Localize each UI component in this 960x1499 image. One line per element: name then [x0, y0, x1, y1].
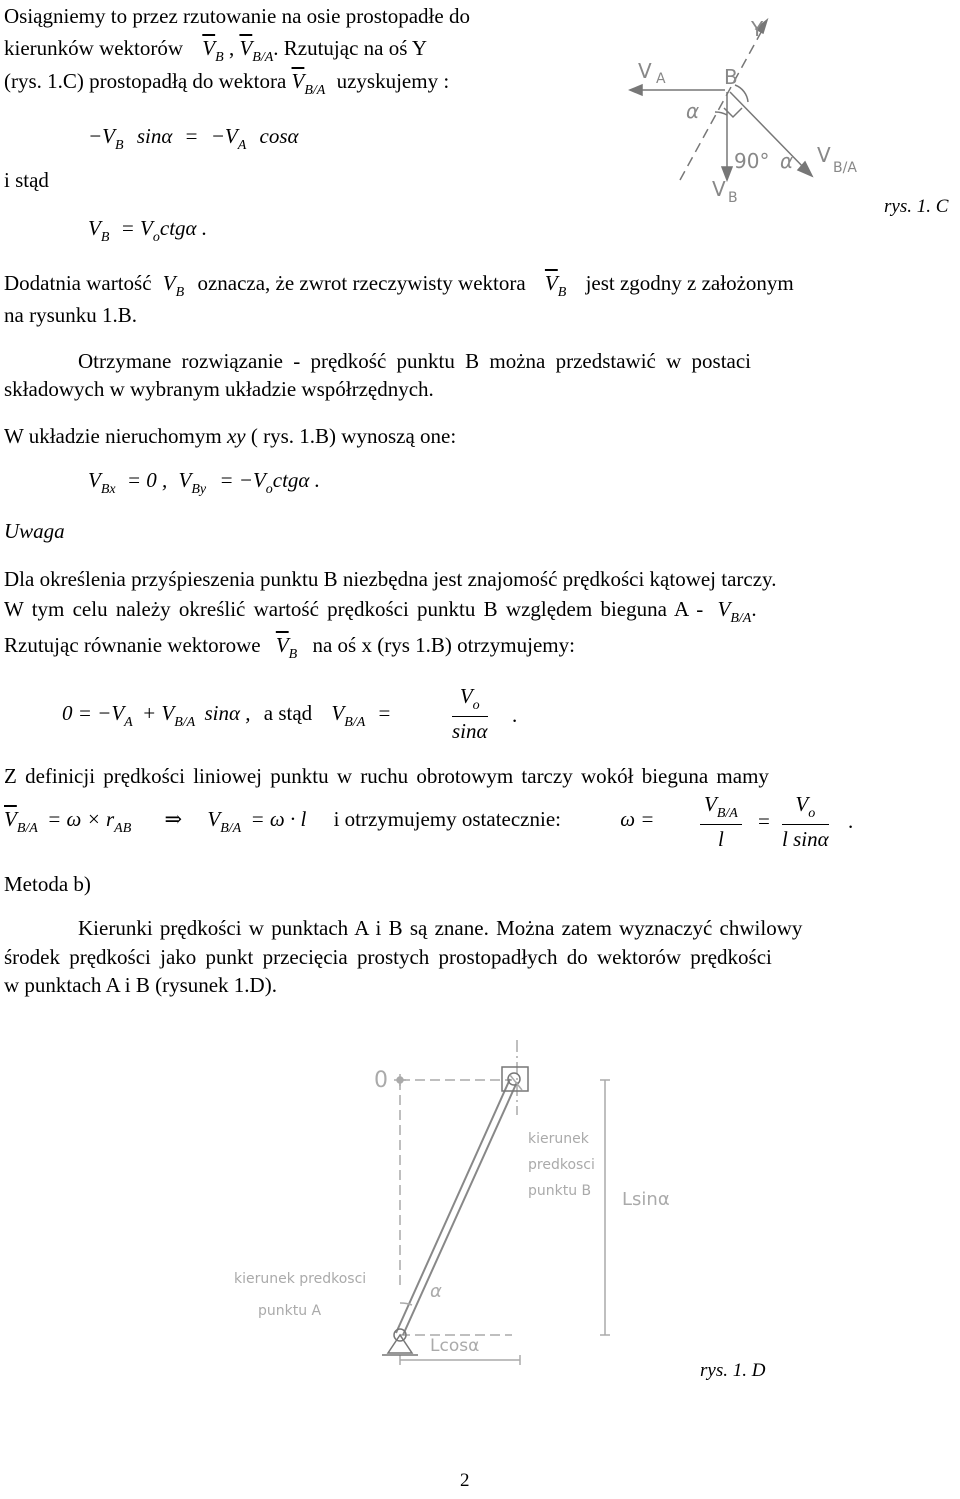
svg-text:V: V: [817, 143, 831, 167]
metoda-b-heading: Metoda b): [4, 872, 91, 896]
equation-4: $0 = -V_A + V_{B/A}$ sinα , a stąd $V_{B/A}$ =: [62, 701, 391, 730]
para1-line3: (rys. 1.C) prostopadłą do wektora $\overline{V}_{B/A}$ uzyskujemy :: [4, 69, 450, 98]
svg-text:B: B: [724, 65, 738, 89]
svg-text:A: A: [656, 71, 666, 87]
fig1c-va-label: V: [638, 59, 652, 83]
para2-line2: na rysunku 1.B.: [4, 303, 137, 327]
equation-2: $V_B = V_octg\alpha$ .: [88, 216, 208, 245]
fraction-vba-over-l: $\frac{V_{B/A}}{l}$: [700, 792, 742, 852]
equation-5-end: .: [848, 809, 854, 833]
svg-text:B/A: B/A: [833, 160, 857, 176]
para2-line1: Dodatnia wartość $V_B$ oznacza, że zwrot rzeczywisty wektora $\overline{V}_B$ jest zgodny z założonym: [4, 271, 794, 300]
i-stad-text: i stąd: [4, 168, 49, 192]
para3-line1: Otrzymane rozwiązanie - prędkość punktu B można przedstawić w postaci: [78, 349, 752, 373]
svg-text:α: α: [780, 149, 794, 173]
svg-text:α: α: [430, 1281, 442, 1302]
para5-line1: Dla określenia przyśpieszenia punktu B niezbędna jest znajomość prędkości kątowej tarczy.: [4, 567, 777, 591]
svg-text:Y: Y: [751, 17, 764, 41]
uwaga-heading: Uwaga: [4, 519, 65, 543]
svg-text:V: V: [712, 177, 726, 201]
figure-rys1d: [230, 1035, 690, 1375]
para5-line3: Rzutując równanie wektorowe $\overline{V}_B$ na oś x (rys 1.B) otrzymujemy:: [4, 633, 575, 662]
svg-text:predkosci: predkosci: [528, 1157, 595, 1173]
equation-1: $-V_B$ $\sin\alpha = -V_A$ cosα: [88, 124, 299, 153]
equation-5-eq: =: [758, 809, 770, 833]
svg-text:Lsinα: Lsinα: [622, 1189, 670, 1210]
equation-5: $\overline{V}_{B/A} = \omega \times r_{AB}$ ⇒ $V_{B/A} = \omega \cdot l$ i otrzymujemy ostatecznie: ω =: [4, 807, 655, 836]
para4-line: W układzie nieruchomym xy ( rys. 1.B) wynoszą one:: [4, 424, 457, 448]
svg-text:kierunek predkosci: kierunek predkosci: [234, 1271, 367, 1287]
para5-line2: W tym celu należy określić wartość prędkości punktu B względem bieguna A - $V_{B/A}$.: [4, 597, 757, 626]
caption-rys1c: rys. 1. C: [884, 196, 949, 217]
svg-text:α: α: [686, 99, 700, 123]
svg-text:Lcosα: Lcosα: [430, 1336, 480, 1356]
para7-line3: w punktach A i B (rysunek 1.D).: [4, 973, 277, 997]
equation-4-end: .: [512, 703, 518, 727]
figure-rys1c: [620, 0, 950, 215]
svg-text:90°: 90°: [734, 149, 770, 173]
svg-text:punktu B: punktu B: [528, 1183, 592, 1199]
fraction-vo-over-sin: $\frac{V_o}{\sin\alpha}$: [452, 684, 488, 743]
caption-rys1d: rys. 1. D: [700, 1360, 766, 1381]
equation-3: $V_{Bx} = 0$ , $V_{By} = -V_octg\alpha$ .: [88, 468, 320, 497]
para7-line2: środek prędkości jako punkt przecięcia prostych prostopadłych do wektorów prędkości: [4, 945, 772, 969]
para6-line: Z definicji prędkości liniowej punktu w ruchu obrotowym tarczy wokół bieguna mamy: [4, 764, 769, 788]
para7-line1: Kierunki prędkości w punktach A i B są znane. Można zatem wyznaczyć chwilowy: [78, 916, 803, 940]
page-number: 2: [460, 1470, 470, 1491]
para1-line2: kierunków wektorów $\overline{V}_B$ , $\overline{V}_{B/A}$. Rzutując na oś Y: [4, 36, 428, 65]
fraction-vo-over-lsin: $\frac{V_o}{\text{l sinα}}$: [782, 792, 829, 851]
svg-text:kierunek: kierunek: [528, 1131, 589, 1147]
para3-line2: składowych w wybranym układzie współrzędnych.: [4, 377, 434, 401]
svg-text:B: B: [728, 190, 738, 206]
svg-text:punktu A: punktu A: [258, 1303, 322, 1319]
svg-text:0: 0: [374, 1068, 388, 1093]
para1-line1: Osiągniemy to przez rzutowanie na osie prostopadłe do: [4, 4, 470, 28]
